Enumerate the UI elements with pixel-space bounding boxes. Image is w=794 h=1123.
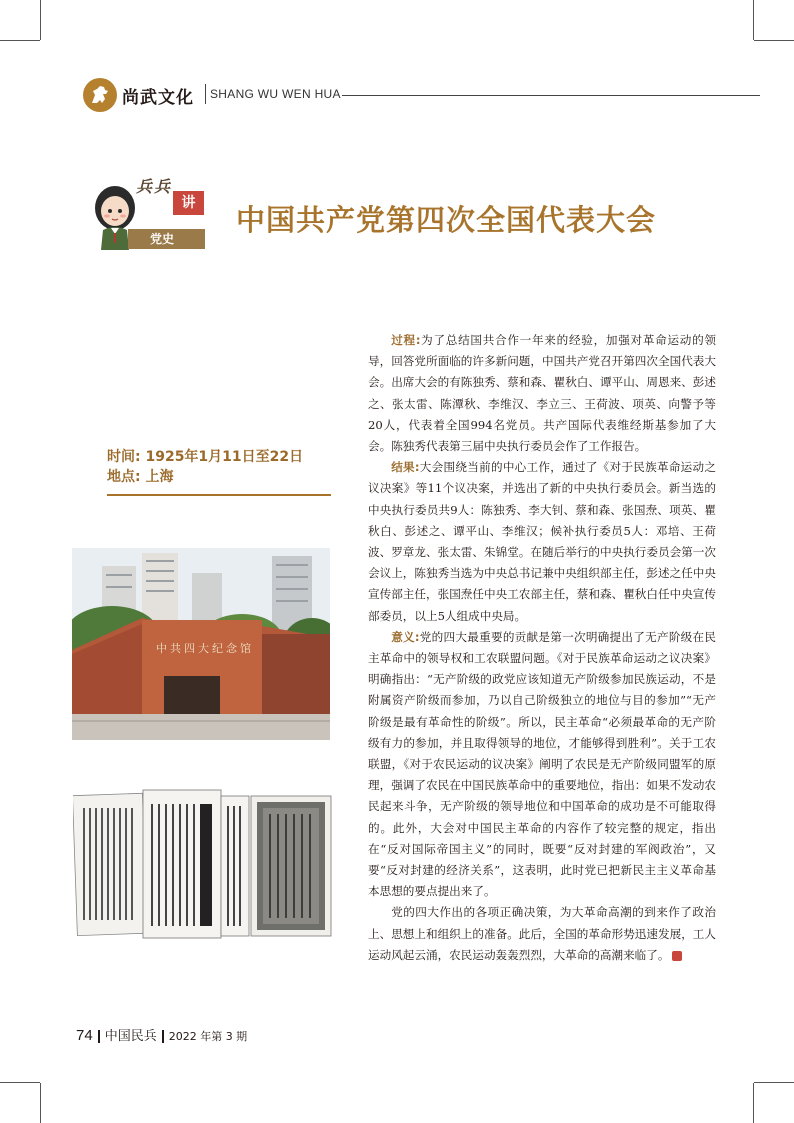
section-title: 尚武文化 bbox=[122, 88, 194, 108]
end-mark-icon bbox=[672, 951, 682, 961]
paragraph-text: 大会围绕当前的中心工作，通过了《对于民族革命运动之议决案》等11个议决案，并选出了新的中央执行委员会。新当选的中央执行委员共9人：陈独秀、李大钊、蔡和森、张国焘、项英、瞿秋白、彭述之、谭平山、李维汉；候补执行委员5人：邓培、王荷波、罗章龙、张太雷、朱锦堂。在随后举行的中央执行委员会第一次会议上，陈独秀当选为中央总书记兼中央组织部主任，彭述之任中央宣传部主任，张国焘任中央工农部主任，蔡和森、瞿秋白任中央宣传部委员，以上5人组成中央局。 bbox=[368, 460, 716, 623]
historical-documents-photo bbox=[73, 786, 334, 944]
paragraph-label: 过程: bbox=[391, 333, 421, 347]
paragraph-text: 党的四大最重要的贡献是第一次明确提出了无产阶级在民主革命中的领导权和工农联盟问题。《对于民族革命运动之议决案》明确指出：“无产阶级的政党应该知道无产阶级参加民族运动，不是附属资产阶级而参加，乃以自己阶级独立的地位与目的参加”“无产阶级是最有革命性的阶级”。所以，民主革命“必须最革命的无产阶级有力的参加，并且取得领导的地位，才能够得到胜利”。关于工农联盟，《对于农民运动的议决案》阐明了农民是无产阶级同盟军的原理，强调了农民在中国民族革命中的重要地位，指出：如果不发动农民起来斗争，无产阶级的领导地位和中国革命的成功是不可能取得的。此外，大会对中国民主革命的内容作了较完整的规定，指出在“反对国际帝国主义”的同时，既要“反对封建的军阀政治”，又要“反对封建的经济关系”，这表明，此时党已把新民主主义革命基本思想的要点提出来了。 bbox=[368, 629, 716, 899]
paragraph-label: 结果: bbox=[391, 460, 420, 475]
paragraph-label: 意义: bbox=[391, 629, 420, 644]
crop-mark bbox=[753, 1083, 754, 1123]
article-title: 中国共产党第四次全国代表大会 bbox=[236, 203, 657, 237]
paragraph-conclusion bbox=[368, 902, 716, 966]
column-tag-badge: 讲 bbox=[173, 191, 204, 215]
page-footer bbox=[76, 1025, 247, 1044]
issue-label: 2022 年第 3 期 bbox=[168, 1030, 248, 1043]
memorial-hall-photo bbox=[72, 548, 330, 740]
paragraph-text: 为了总结国共合作一年来的经验，加强对革命运动的领导，回答党所面临的许多新问题，中国共产党召开第四次全国代表大会。出席大会的有陈独秀、蔡和森、瞿秋白、谭平山、周恩来、彭述之、张太雷、陈潭秋、李维汉、李立三、王荷波、项英、向警予等20人，代表着全国994名党员。共产国际代表维经斯基参加了大会。陈独秀代表第三届中央执行委员会作了工作报告。 bbox=[368, 333, 716, 454]
crop-mark bbox=[40, 1083, 41, 1123]
crop-mark bbox=[40, 0, 41, 40]
article-time: 时间: 1925年1月11日至22日 bbox=[107, 449, 304, 465]
paragraph-result bbox=[368, 457, 716, 627]
crop-mark bbox=[0, 1082, 40, 1083]
magazine-name: 中国民兵 bbox=[104, 1029, 157, 1044]
article-body bbox=[368, 330, 716, 966]
header-divider bbox=[205, 84, 206, 104]
footer-divider bbox=[98, 1030, 100, 1043]
paragraph-process bbox=[368, 330, 716, 457]
horse-logo-icon bbox=[83, 78, 117, 112]
footer-divider bbox=[162, 1030, 164, 1043]
article-place: 地点: 上海 bbox=[107, 469, 174, 485]
header-rule bbox=[342, 95, 760, 96]
page-number: 74 bbox=[76, 1027, 93, 1044]
column-tag-top: 兵兵 bbox=[136, 177, 173, 196]
section-subtitle: SHANG WU WEN HUA bbox=[210, 87, 341, 101]
paragraph-text: 党的四大作出的各项正确决策，为大革命高潮的到来作了政治上、思想上和组织上的准备。此后，全国的革命形势迅速发展，工人运动风起云涌，农民运动轰轰烈烈，大革命的高潮来临了。 bbox=[368, 905, 716, 962]
crop-mark bbox=[754, 40, 794, 41]
memorial-sign: 中共四大纪念馆 bbox=[156, 642, 254, 655]
meta-rule bbox=[107, 494, 331, 496]
paragraph-significance bbox=[368, 627, 716, 903]
crop-mark bbox=[753, 0, 754, 40]
column-tag-bottom: 党史 bbox=[128, 229, 205, 249]
crop-mark bbox=[754, 1082, 794, 1083]
crop-mark bbox=[0, 40, 40, 41]
